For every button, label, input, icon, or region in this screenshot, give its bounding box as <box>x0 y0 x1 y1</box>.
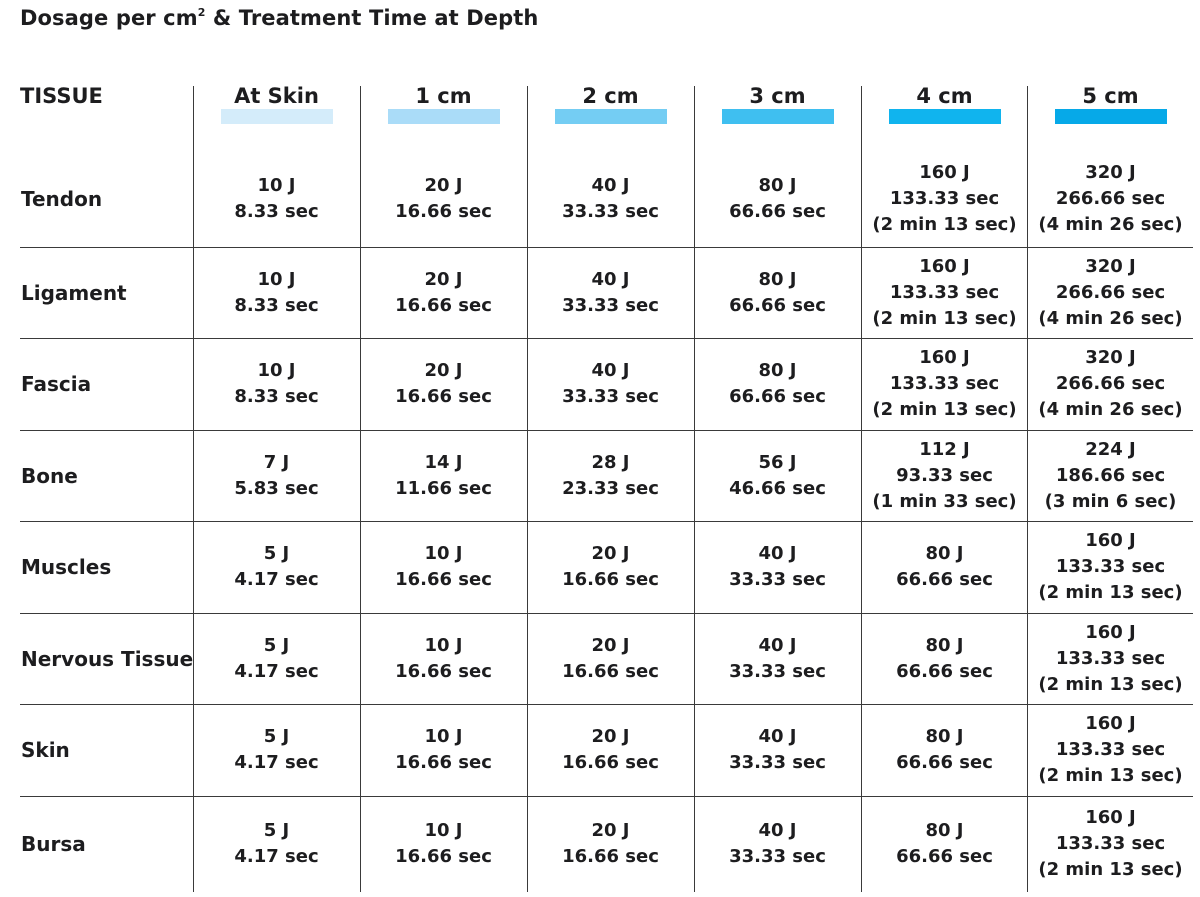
dosage-cell <box>1027 247 1194 338</box>
dosage-cell <box>1027 613 1194 704</box>
time-minutes: (2 min 13 sec) <box>872 307 1017 329</box>
dose-value: 10 J <box>424 820 463 841</box>
dosage-cell <box>861 704 1028 796</box>
time-seconds: 133.33 sec <box>1055 739 1166 760</box>
time-seconds: 4.17 sec <box>234 846 319 867</box>
time-seconds: 66.66 sec <box>896 660 993 682</box>
time-seconds: 16.66 sec <box>395 294 492 316</box>
time-seconds: 33.33 sec <box>729 569 826 590</box>
dose-value: 5 J <box>263 634 290 656</box>
dosage-cell <box>694 796 861 892</box>
tissue-label: Ligament <box>21 280 127 305</box>
time-seconds: 133.33 sec <box>1055 647 1166 669</box>
dosage-cell <box>360 704 527 796</box>
dose-value: 10 J <box>424 726 463 747</box>
dose-value: 10 J <box>257 174 296 196</box>
dosage-cell <box>861 150 1028 247</box>
time-seconds: 16.66 sec <box>562 846 659 867</box>
tissue-label: Fascia <box>21 372 92 396</box>
time-seconds: 46.66 sec <box>729 477 826 499</box>
time-seconds: 33.33 sec <box>562 386 659 407</box>
dosage-cell <box>694 247 861 338</box>
dosage-cell <box>527 704 694 796</box>
dosage-cell <box>694 338 861 430</box>
dose-value: 112 J <box>919 438 970 460</box>
dosage-cell <box>527 521 694 613</box>
time-seconds: 266.66 sec <box>1055 187 1166 209</box>
dosage-cell <box>360 247 527 338</box>
time-seconds: 33.33 sec <box>562 294 659 316</box>
depth-color-swatch <box>889 109 1001 124</box>
time-minutes: (2 min 13 sec) <box>872 399 1017 420</box>
time-seconds: 8.33 sec <box>234 294 319 316</box>
tissue-column-header: TISSUE <box>20 84 103 108</box>
time-seconds: 133.33 sec <box>889 373 1000 394</box>
tissue-label: Muscles <box>21 555 112 579</box>
time-minutes: (2 min 13 sec) <box>872 213 1017 235</box>
tissue-label: Bone <box>21 463 78 488</box>
dosage-cell <box>694 704 861 796</box>
time-seconds: 133.33 sec <box>889 187 1000 209</box>
dosage-cell <box>1027 430 1194 521</box>
dosage-cell <box>1027 796 1194 892</box>
dose-value: 80 J <box>925 820 964 841</box>
time-minutes: (2 min 13 sec) <box>1038 859 1183 880</box>
time-minutes: (4 min 26 sec) <box>1038 307 1183 329</box>
time-minutes: (1 min 33 sec) <box>872 490 1017 512</box>
time-seconds: 266.66 sec <box>1055 373 1166 394</box>
dose-value: 160 J <box>1085 713 1136 734</box>
dose-value: 224 J <box>1085 438 1136 460</box>
depth-header: 2 cm <box>582 84 639 108</box>
page-title: Dosage per $cm^2$ & Treatment Time at Depth <box>20 6 539 30</box>
time-seconds: 8.33 sec <box>234 386 319 407</box>
dose-value: 28 J <box>591 451 630 473</box>
dose-value: 40 J <box>758 634 797 656</box>
dosage-cell <box>1027 704 1194 796</box>
tissue-label: Tendon <box>21 186 103 211</box>
time-seconds: 8.33 sec <box>234 200 319 222</box>
dosage-cell <box>527 338 694 430</box>
depth-color-swatch <box>1055 109 1167 124</box>
dose-value: 80 J <box>925 634 964 656</box>
time-seconds: 16.66 sec <box>395 200 492 222</box>
time-seconds: 16.66 sec <box>395 846 492 867</box>
time-minutes: (4 min 26 sec) <box>1038 399 1183 420</box>
dose-value: 56 J <box>758 451 797 473</box>
time-seconds: 33.33 sec <box>729 660 826 682</box>
time-seconds: 66.66 sec <box>896 752 993 773</box>
dose-value: 14 J <box>424 451 463 473</box>
dose-value: 160 J <box>919 347 970 368</box>
time-minutes: (2 min 13 sec) <box>1038 582 1183 603</box>
depth-header: 4 cm <box>916 84 973 108</box>
time-seconds: 66.66 sec <box>729 200 826 222</box>
dose-value: 10 J <box>257 360 296 381</box>
dose-value: 5 J <box>263 543 290 564</box>
depth-color-swatch <box>221 109 333 124</box>
dosage-cell <box>193 338 360 430</box>
dose-value: 5 J <box>263 726 290 747</box>
dose-value: 160 J <box>1085 621 1136 643</box>
time-seconds: 16.66 sec <box>395 660 492 682</box>
dose-value: 5 J <box>263 820 290 841</box>
dosage-cell <box>1027 521 1194 613</box>
dosage-cell <box>193 704 360 796</box>
time-seconds: 66.66 sec <box>896 569 993 590</box>
depth-color-swatch <box>722 109 834 124</box>
dosage-cell <box>360 613 527 704</box>
depth-color-swatch <box>555 109 667 124</box>
dose-value: 10 J <box>424 634 463 656</box>
dose-value: 40 J <box>758 543 797 564</box>
dose-value: 160 J <box>1085 530 1136 551</box>
time-seconds: 5.83 sec <box>234 477 319 499</box>
time-seconds: 66.66 sec <box>729 386 826 407</box>
dose-value: 40 J <box>591 268 630 290</box>
dose-value: 160 J <box>919 255 970 277</box>
tissue-label: Skin <box>21 738 70 762</box>
dosage-cell <box>861 613 1028 704</box>
dosage-cell <box>527 613 694 704</box>
dosage-cell <box>527 430 694 521</box>
dosage-cell <box>861 521 1028 613</box>
dosage-cell <box>527 150 694 247</box>
dose-value: 7 J <box>263 451 290 473</box>
time-seconds: 93.33 sec <box>896 464 993 486</box>
time-seconds: 133.33 sec <box>1055 556 1166 577</box>
dose-value: 40 J <box>758 820 797 841</box>
time-seconds: 4.17 sec <box>234 569 319 590</box>
dose-value: 40 J <box>758 726 797 747</box>
dosage-cell <box>193 613 360 704</box>
time-seconds: 23.33 sec <box>562 477 659 499</box>
dosage-cell <box>694 613 861 704</box>
time-seconds: 16.66 sec <box>395 752 492 773</box>
time-seconds: 16.66 sec <box>562 569 659 590</box>
dose-value: 20 J <box>424 360 463 381</box>
dose-value: 80 J <box>758 268 797 290</box>
time-seconds: 133.33 sec <box>889 281 1000 303</box>
time-seconds: 4.17 sec <box>234 752 319 773</box>
dose-value: 20 J <box>591 820 630 841</box>
dose-value: 80 J <box>758 174 797 196</box>
dosage-cell <box>360 338 527 430</box>
dose-value: 320 J <box>1085 161 1136 183</box>
dose-value: 20 J <box>591 726 630 747</box>
time-seconds: 33.33 sec <box>729 752 826 773</box>
dose-value: 80 J <box>925 543 964 564</box>
time-seconds: 16.66 sec <box>562 752 659 773</box>
tissue-label: Nervous Tissue <box>21 646 194 671</box>
time-seconds: 66.66 sec <box>896 846 993 867</box>
dose-value: 10 J <box>424 543 463 564</box>
time-seconds: 33.33 sec <box>562 200 659 222</box>
dosage-cell <box>861 247 1028 338</box>
depth-header: 1 cm <box>415 84 472 108</box>
dosage-cell <box>360 796 527 892</box>
dose-value: 40 J <box>591 174 630 196</box>
dosage-cell <box>360 430 527 521</box>
dose-value: 10 J <box>257 268 296 290</box>
dose-value: 160 J <box>919 161 970 183</box>
time-seconds: 133.33 sec <box>1055 833 1166 854</box>
dosage-cell <box>193 247 360 338</box>
time-minutes: (4 min 26 sec) <box>1038 213 1183 235</box>
time-seconds: 266.66 sec <box>1055 281 1166 303</box>
time-seconds: 16.66 sec <box>395 569 492 590</box>
dose-value: 20 J <box>424 268 463 290</box>
dosage-cell <box>861 796 1028 892</box>
depth-header: 3 cm <box>749 84 806 108</box>
dosage-cell <box>861 430 1028 521</box>
time-seconds: 16.66 sec <box>395 386 492 407</box>
dose-value: 160 J <box>1085 807 1136 828</box>
time-minutes: (2 min 13 sec) <box>1038 673 1183 695</box>
dosage-cell <box>861 338 1028 430</box>
dose-value: 20 J <box>591 634 630 656</box>
dose-value: 80 J <box>758 360 797 381</box>
dosage-cell <box>193 150 360 247</box>
dose-value: 80 J <box>925 726 964 747</box>
time-seconds: 186.66 sec <box>1055 464 1166 486</box>
dosage-cell <box>694 150 861 247</box>
depth-color-swatch <box>388 109 500 124</box>
time-seconds: 16.66 sec <box>562 660 659 682</box>
time-seconds: 33.33 sec <box>729 846 826 867</box>
time-seconds: 11.66 sec <box>395 477 492 499</box>
dosage-cell <box>527 796 694 892</box>
time-minutes: (3 min 6 sec) <box>1044 490 1177 512</box>
dose-value: 20 J <box>424 174 463 196</box>
time-seconds: 66.66 sec <box>729 294 826 316</box>
dosage-cell <box>360 150 527 247</box>
depth-header: At Skin <box>234 84 319 108</box>
dose-value: 320 J <box>1085 255 1136 277</box>
dosage-cell <box>1027 150 1194 247</box>
dosage-cell <box>694 430 861 521</box>
dosage-cell <box>527 247 694 338</box>
dose-value: 20 J <box>591 543 630 564</box>
time-minutes: (2 min 13 sec) <box>1038 765 1183 786</box>
tissue-label: Bursa <box>21 832 86 856</box>
dose-value: 40 J <box>591 360 630 381</box>
depth-header: 5 cm <box>1082 84 1139 108</box>
dosage-cell <box>193 521 360 613</box>
dosage-cell <box>193 430 360 521</box>
dosage-cell <box>193 796 360 892</box>
dose-value: 320 J <box>1085 347 1136 368</box>
dosage-cell <box>360 521 527 613</box>
dosage-cell <box>694 521 861 613</box>
dosage-cell <box>1027 338 1194 430</box>
time-seconds: 4.17 sec <box>234 660 319 682</box>
